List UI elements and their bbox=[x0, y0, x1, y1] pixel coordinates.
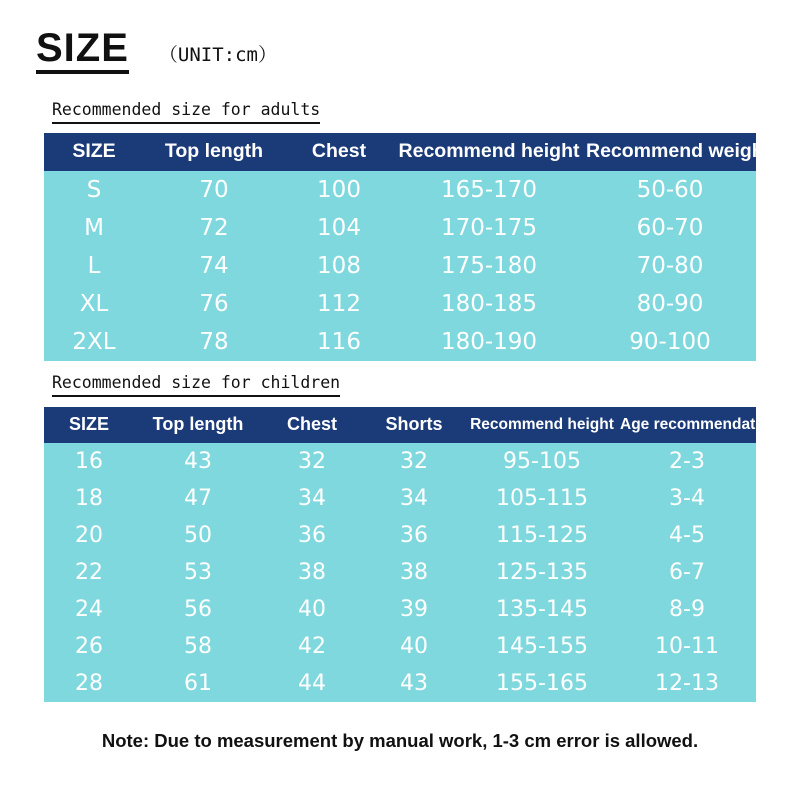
cell-weight: 50-60 bbox=[584, 171, 756, 209]
cell-height: 125-135 bbox=[466, 554, 618, 591]
cell-top-length: 47 bbox=[134, 480, 262, 517]
column-header-chest: Chest bbox=[284, 133, 394, 171]
unit-label: （UNIT:cm） bbox=[158, 44, 277, 66]
column-header-chest: Chest bbox=[262, 407, 362, 443]
cell-top-length: 72 bbox=[144, 209, 284, 247]
cell-chest: 36 bbox=[262, 517, 362, 554]
table-row bbox=[44, 517, 756, 554]
cell-size: S bbox=[44, 171, 144, 209]
table-header-row bbox=[44, 407, 756, 443]
cell-age: 4-5 bbox=[618, 517, 756, 554]
table-row bbox=[44, 247, 756, 285]
cell-top-length: 70 bbox=[144, 171, 284, 209]
column-header-size: SIZE bbox=[44, 133, 144, 171]
kg-superscript: (kg) bbox=[770, 140, 791, 153]
cell-height: 175-180 bbox=[394, 247, 584, 285]
cell-age: 12-13 bbox=[618, 665, 756, 702]
cell-top-length: 53 bbox=[134, 554, 262, 591]
cell-top-length: 74 bbox=[144, 247, 284, 285]
cell-size: 24 bbox=[44, 591, 134, 628]
cell-chest: 112 bbox=[284, 285, 394, 323]
cell-size: L bbox=[44, 247, 144, 285]
table-row bbox=[44, 665, 756, 702]
cell-age: 2-3 bbox=[618, 443, 756, 480]
table-row bbox=[44, 628, 756, 665]
cell-height: 180-190 bbox=[394, 323, 584, 361]
table-row bbox=[44, 323, 756, 361]
column-header-age-recommendations: Age recommendations bbox=[618, 407, 756, 443]
cell-chest: 40 bbox=[262, 591, 362, 628]
children-size-table bbox=[44, 407, 788, 702]
cell-shorts: 38 bbox=[362, 554, 466, 591]
cell-height: 145-155 bbox=[466, 628, 618, 665]
column-header-top-length: Top length bbox=[134, 407, 262, 443]
table-row bbox=[44, 171, 756, 209]
cell-top-length: 50 bbox=[134, 517, 262, 554]
page-title: SIZE bbox=[36, 28, 129, 74]
cell-shorts: 39 bbox=[362, 591, 466, 628]
cell-height: 105-115 bbox=[466, 480, 618, 517]
children-table-body bbox=[44, 443, 756, 702]
cell-shorts: 36 bbox=[362, 517, 466, 554]
cell-size: 2XL bbox=[44, 323, 144, 361]
cell-size: M bbox=[44, 209, 144, 247]
cell-top-length: 43 bbox=[134, 443, 262, 480]
cell-height: 155-165 bbox=[466, 665, 618, 702]
adults-size-table bbox=[44, 133, 791, 361]
cell-weight: 80-90 bbox=[584, 285, 756, 323]
column-header-size: SIZE bbox=[44, 407, 134, 443]
table-row bbox=[44, 480, 756, 517]
column-header-recommend-weight bbox=[584, 133, 791, 171]
table-header-row bbox=[44, 133, 756, 171]
cell-shorts: 34 bbox=[362, 480, 466, 517]
column-header-recommend-height: Recommend height bbox=[466, 407, 618, 443]
table-row bbox=[44, 285, 756, 323]
cell-chest: 116 bbox=[284, 323, 394, 361]
table-row bbox=[44, 591, 756, 628]
table-row bbox=[44, 554, 756, 591]
adults-table-body bbox=[44, 171, 756, 361]
table-row bbox=[44, 443, 756, 480]
column-header-top-length: Top length bbox=[144, 133, 284, 171]
cell-top-length: 78 bbox=[144, 323, 284, 361]
cell-shorts: 43 bbox=[362, 665, 466, 702]
cell-height: 165-170 bbox=[394, 171, 584, 209]
cell-chest: 44 bbox=[262, 665, 362, 702]
cell-size: 18 bbox=[44, 480, 134, 517]
cell-age: 6-7 bbox=[618, 554, 756, 591]
cell-shorts: 32 bbox=[362, 443, 466, 480]
cell-age: 10-11 bbox=[618, 628, 756, 665]
column-header-shorts: Shorts bbox=[362, 407, 466, 443]
measurement-note: Note: Due to measurement by manual work, 1-3 cm error is allowed. bbox=[101, 730, 699, 751]
adults-section-caption: Recommended size for adults bbox=[52, 100, 320, 124]
cell-height: 180-185 bbox=[394, 285, 584, 323]
cell-weight: 90-100 bbox=[584, 323, 756, 361]
cell-chest: 32 bbox=[262, 443, 362, 480]
cell-weight: 70-80 bbox=[584, 247, 756, 285]
cell-size: 16 bbox=[44, 443, 134, 480]
cell-chest: 100 bbox=[284, 171, 394, 209]
cell-age: 8-9 bbox=[618, 591, 756, 628]
cell-height: 115-125 bbox=[466, 517, 618, 554]
cell-size: 28 bbox=[44, 665, 134, 702]
cell-chest: 42 bbox=[262, 628, 362, 665]
cell-top-length: 61 bbox=[134, 665, 262, 702]
cell-chest: 34 bbox=[262, 480, 362, 517]
cell-height: 95-105 bbox=[466, 443, 618, 480]
cell-height: 135-145 bbox=[466, 591, 618, 628]
cell-top-length: 56 bbox=[134, 591, 262, 628]
cell-chest: 38 bbox=[262, 554, 362, 591]
cell-size: 26 bbox=[44, 628, 134, 665]
cell-age: 3-4 bbox=[618, 480, 756, 517]
cell-height: 170-175 bbox=[394, 209, 584, 247]
cell-chest: 108 bbox=[284, 247, 394, 285]
recommend-weight-text: Recommend weight bbox=[586, 140, 771, 162]
cell-size: 22 bbox=[44, 554, 134, 591]
page-header bbox=[36, 28, 277, 74]
children-section-caption: Recommended size for children bbox=[52, 373, 340, 397]
cell-chest: 104 bbox=[284, 209, 394, 247]
cell-size: 20 bbox=[44, 517, 134, 554]
table-row bbox=[44, 209, 756, 247]
cell-shorts: 40 bbox=[362, 628, 466, 665]
cell-size: XL bbox=[44, 285, 144, 323]
cell-top-length: 58 bbox=[134, 628, 262, 665]
column-header-recommend-height: Recommend height bbox=[394, 133, 584, 171]
cell-weight: 60-70 bbox=[584, 209, 756, 247]
cell-top-length: 76 bbox=[144, 285, 284, 323]
